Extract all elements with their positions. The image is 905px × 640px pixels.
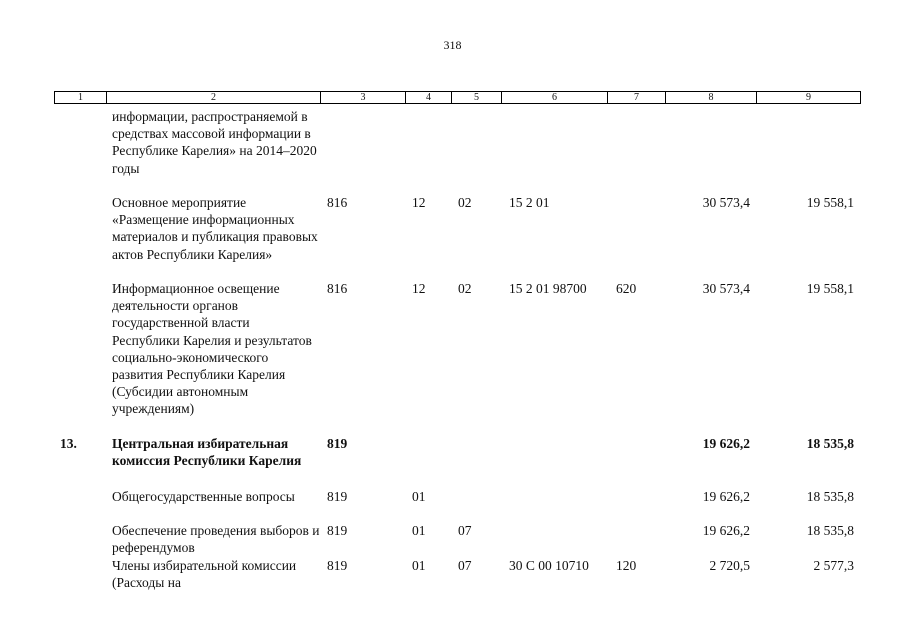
row-admin: 819 [327,523,348,538]
row-sum-1: 19 626,2 [702,436,750,451]
row-section: 01 [412,489,426,504]
row-name: Обеспечение проведения выборов и референдумов [112,523,320,556]
row-target: 15 2 01 [509,195,550,210]
row-admin: 819 [327,436,348,451]
row-sum-1: 30 573,4 [702,195,750,210]
row-sum-1: 2 720,5 [709,558,750,573]
row-name: Центральная избирательная комиссия Республики Карелия [112,436,302,469]
row-sum-2: 18 535,8 [806,523,854,538]
row-subsection: 02 [458,195,472,210]
row-type: 120 [616,558,637,573]
row-sum-2: 19 558,1 [806,281,854,296]
header-col-9: 9 [757,92,861,104]
row-admin: 816 [327,195,348,210]
row-target: 15 2 01 98700 [509,281,587,296]
row-sum-1: 19 626,2 [702,523,750,538]
header-col-6: 6 [502,92,608,104]
row-admin: 819 [327,558,348,573]
header-col-5: 5 [452,92,502,104]
row-section: 12 [412,195,426,210]
header-col-4: 4 [406,92,452,104]
row-name: информации, распространяемой в средствах массовой информации в Республике Карелия» на 2014–2020 годы [112,109,317,176]
row-name: Общегосударственные вопросы [112,489,295,504]
row-section: 12 [412,281,426,296]
row-name: Основное мероприятие «Размещение информационных материалов и публикация правовых актов Республики Карелия» [112,195,318,262]
row-sum-2: 18 535,8 [806,489,854,504]
row-subsection: 07 [458,523,472,538]
row-sum-2: 19 558,1 [806,195,854,210]
row-admin: 819 [327,489,348,504]
header-col-1: 1 [55,92,107,104]
page-number: 318 [443,38,462,52]
row-number: 13. [60,436,77,451]
row-sum-1: 30 573,4 [702,281,750,296]
row-subsection: 02 [458,281,472,296]
row-type: 620 [616,281,637,296]
row-target: 30 С 00 10710 [509,558,589,573]
header-col-3: 3 [321,92,406,104]
row-name: Информационное освещение деятельности органов государственной власти Республики Карелия и результатов социально-экономического развития Республики Карелия (Субсидии автономным учреждениям) [112,281,312,417]
row-admin: 816 [327,281,348,296]
row-sum-2: 2 577,3 [813,558,854,573]
header-col-7: 7 [608,92,666,104]
row-subsection: 07 [458,558,472,573]
row-section: 01 [412,523,426,538]
row-sum-2: 18 535,8 [806,436,854,451]
header-col-2: 2 [107,92,321,104]
row-sum-1: 19 626,2 [702,489,750,504]
table-header [54,91,861,104]
header-col-8: 8 [666,92,757,104]
row-section: 01 [412,558,426,573]
row-name: Члены избирательной комиссии (Расходы на [112,558,297,591]
